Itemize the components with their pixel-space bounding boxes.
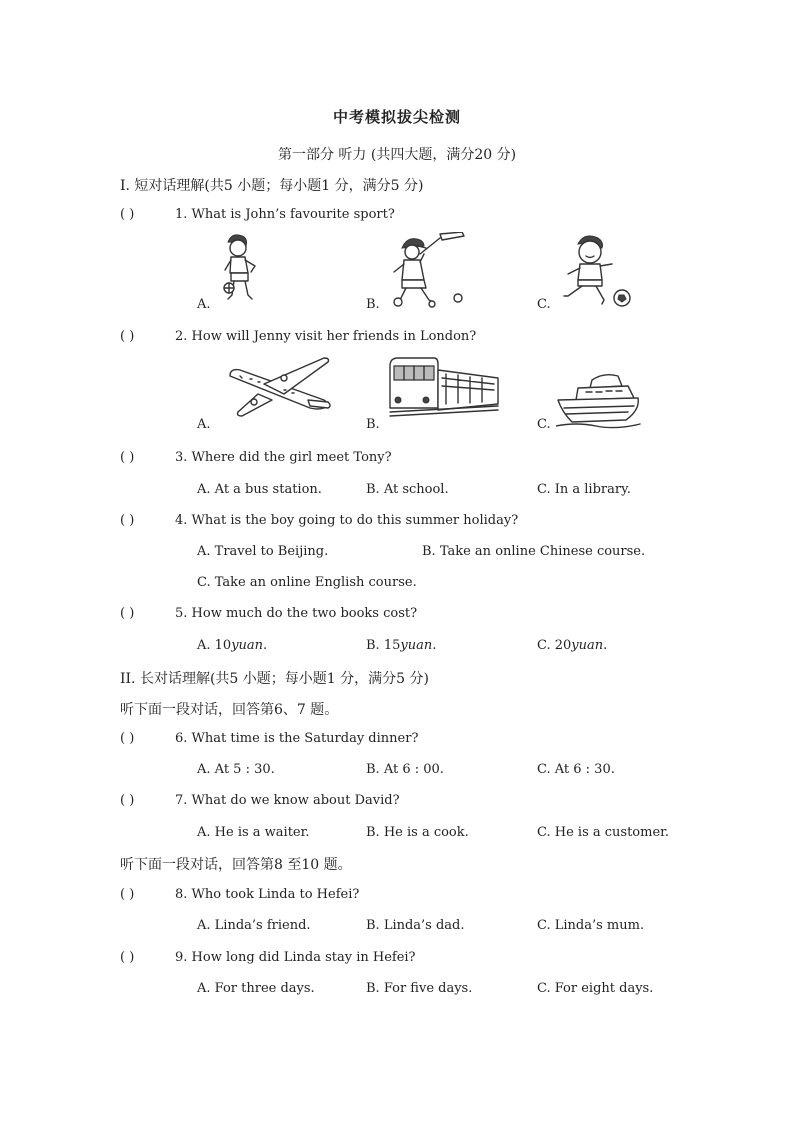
option-7b[interactable]: B. He is a cook. — [366, 825, 469, 840]
train-icon[interactable] — [388, 356, 500, 418]
yuan-unit: yuan — [231, 638, 264, 653]
option-9a[interactable]: A. For three days. — [197, 981, 315, 996]
option-8b[interactable]: B. Linda’s dad. — [366, 918, 465, 933]
option-3a[interactable]: A. At a bus station. — [197, 482, 322, 497]
option-8a[interactable]: A. Linda’s friend. — [197, 918, 311, 933]
answer-blank-4[interactable]: ( ) — [120, 513, 135, 528]
part-heading: 第一部分 听力 (共四大题，满分20 分) — [277, 147, 517, 163]
answer-blank-1[interactable]: ( ) — [120, 207, 135, 222]
option-9c[interactable]: C. For eight days. — [537, 981, 654, 996]
option-2a[interactable]: A. — [197, 417, 211, 432]
option-4c[interactable]: C. Take an online English course. — [197, 575, 417, 590]
baseball-player-icon[interactable] — [388, 232, 466, 308]
question-7-text: 7. What do we know about David? — [175, 793, 400, 808]
option-1b[interactable]: B. — [366, 297, 380, 312]
section-1-heading: I. 短对话理解(共5 小题；每小题1 分，满分5 分) — [120, 178, 424, 194]
option-3c[interactable]: C. In a library. — [537, 482, 631, 497]
option-6b[interactable]: B. At 6 : 00. — [366, 762, 444, 777]
answer-blank-9[interactable]: ( ) — [120, 950, 135, 965]
period: . — [263, 638, 268, 653]
answer-blank-3[interactable]: ( ) — [120, 450, 135, 465]
question-4-text: 4. What is the boy going to do this summer holiday? — [175, 513, 519, 528]
question-6-text: 6. What time is the Saturday dinner? — [175, 731, 419, 746]
option-5b[interactable] — [366, 638, 436, 653]
airplane-icon[interactable] — [224, 354, 334, 420]
answer-blank-6[interactable]: ( ) — [120, 731, 135, 746]
section-2-heading: II. 长对话理解(共5 小题；每小题1 分，满分5 分) — [120, 671, 429, 687]
option-5b-amount: B. 15 — [366, 638, 401, 653]
option-3b[interactable]: B. At school. — [366, 482, 449, 497]
question-5-text: 5. How much do the two books cost? — [175, 606, 418, 621]
option-5c[interactable] — [537, 638, 607, 653]
option-7c[interactable]: C. He is a customer. — [537, 825, 670, 840]
option-4a[interactable]: A. Travel to Beijing. — [197, 544, 329, 559]
yuan-unit: yuan — [571, 638, 604, 653]
period: . — [432, 638, 437, 653]
question-2-text: 2. How will Jenny visit her friends in London? — [175, 329, 477, 344]
option-1a[interactable]: A. — [197, 297, 211, 312]
football-player-icon[interactable] — [560, 232, 634, 308]
option-6a[interactable]: A. At 5 : 30. — [197, 762, 275, 777]
ship-icon[interactable] — [556, 370, 642, 430]
answer-blank-5[interactable]: ( ) — [120, 606, 135, 621]
instruction-8-10: 听下面一段对话，回答第8 至10 题。 — [120, 857, 352, 873]
page-title: 中考模拟拔尖检测 — [332, 108, 461, 126]
option-6c[interactable]: C. At 6 : 30. — [537, 762, 615, 777]
question-3-text: 3. Where did the girl meet Tony? — [175, 450, 392, 465]
yuan-unit: yuan — [400, 638, 433, 653]
question-9-text: 9. How long did Linda stay in Hefei? — [175, 950, 416, 965]
basketball-player-icon[interactable] — [218, 232, 266, 308]
option-7a[interactable]: A. He is a waiter. — [197, 825, 310, 840]
option-2c[interactable]: C. — [537, 417, 551, 432]
question-8-text: 8. Who took Linda to Hefei? — [175, 887, 360, 902]
period: . — [603, 638, 608, 653]
option-5c-amount: C. 20 — [537, 638, 572, 653]
option-8c[interactable]: C. Linda’s mum. — [537, 918, 645, 933]
answer-blank-2[interactable]: ( ) — [120, 329, 135, 344]
option-5a[interactable] — [197, 638, 267, 653]
option-2b[interactable]: B. — [366, 417, 380, 432]
instruction-6-7: 听下面一段对话，回答第6、7 题。 — [120, 702, 339, 718]
question-1-text: 1. What is John’s favourite sport? — [175, 207, 395, 222]
answer-blank-8[interactable]: ( ) — [120, 887, 135, 902]
option-4b[interactable]: B. Take an online Chinese course. — [422, 544, 646, 559]
option-9b[interactable]: B. For five days. — [366, 981, 473, 996]
answer-blank-7[interactable]: ( ) — [120, 793, 135, 808]
option-1c[interactable]: C. — [537, 297, 551, 312]
option-5a-amount: A. 10 — [197, 638, 232, 653]
